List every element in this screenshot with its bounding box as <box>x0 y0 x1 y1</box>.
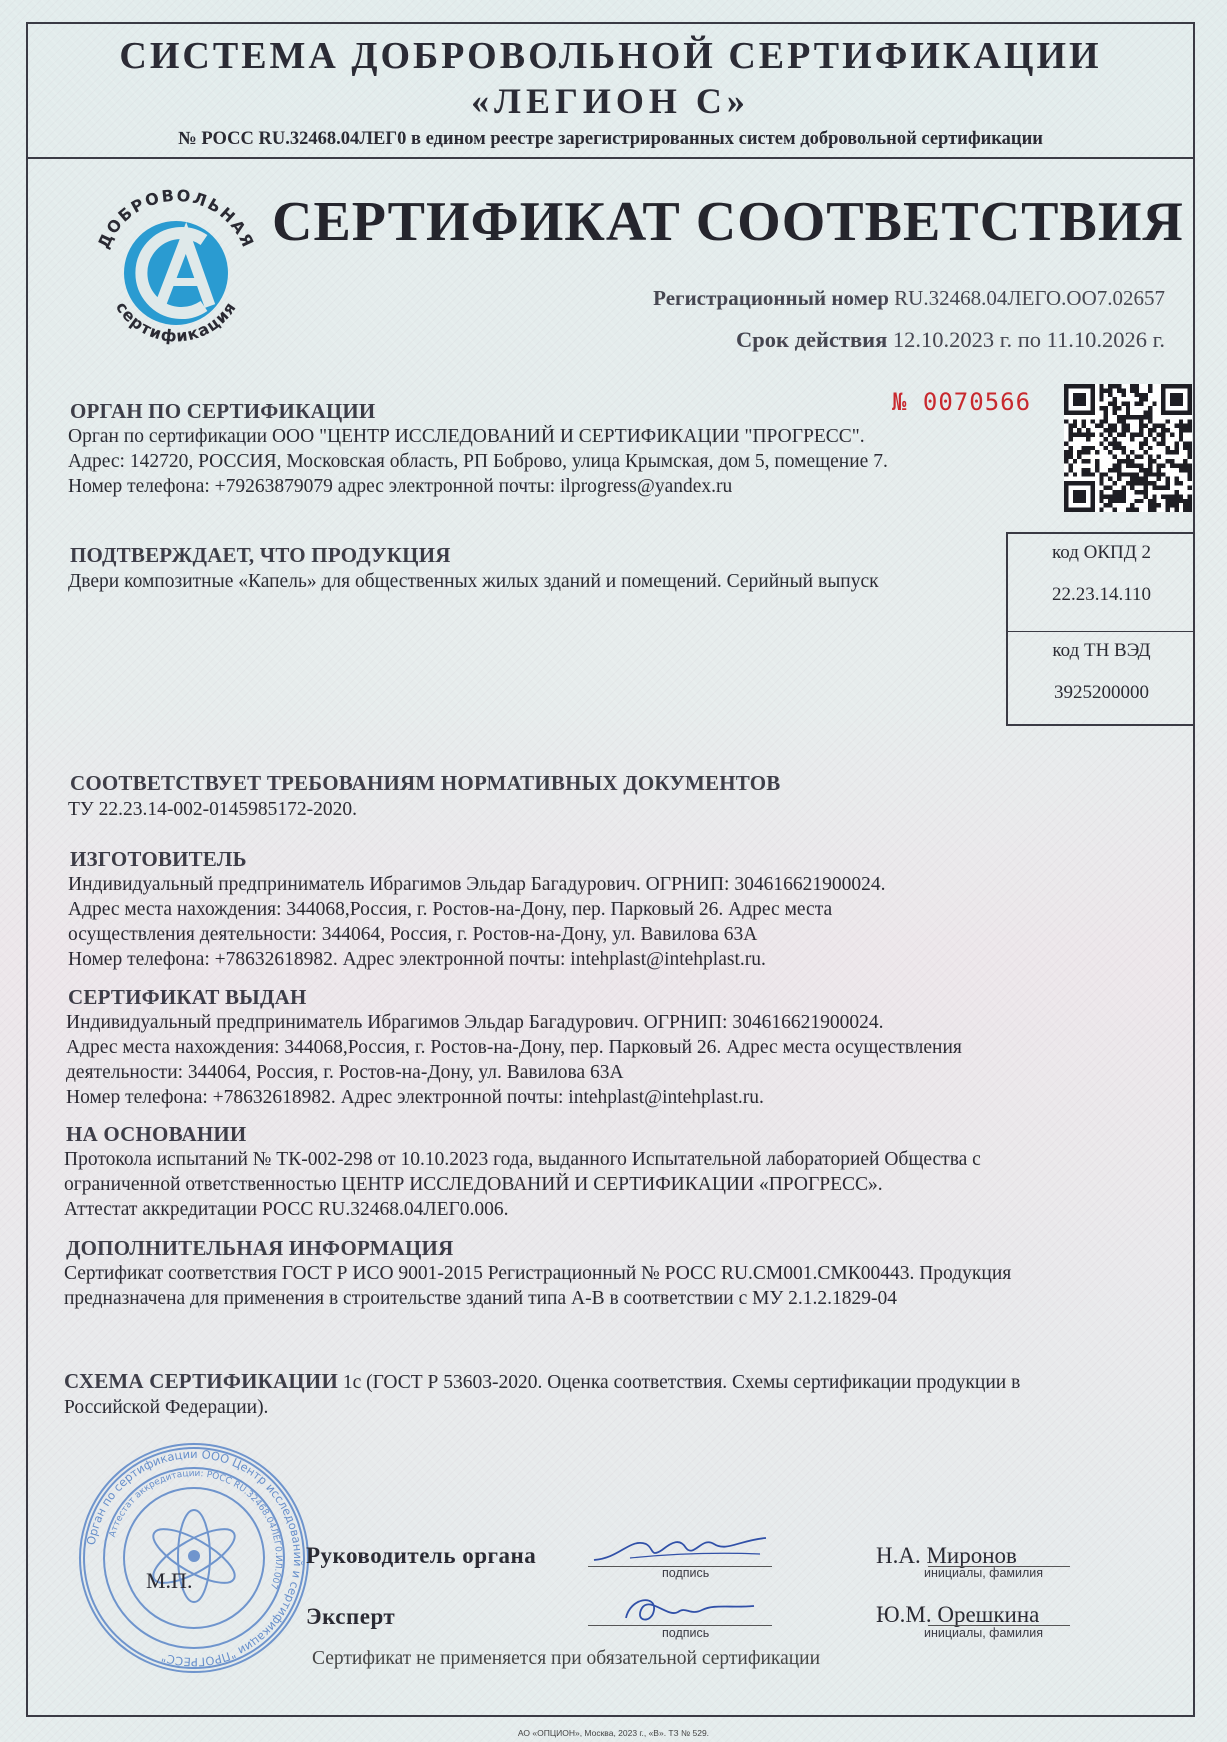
head-signature-icon <box>590 1528 770 1568</box>
validity-value: 12.10.2023 г. по 11.10.2026 г. <box>892 327 1165 352</box>
organ-seal-stamp-icon <box>74 1438 314 1678</box>
scheme-block <box>64 1369 1020 1420</box>
head-signature-label: Руководитель органа <box>306 1543 537 1568</box>
registration-label: Регистрационный номер <box>653 286 889 310</box>
header-divider <box>26 157 1195 159</box>
scheme-line1: 1с (ГОСТ Р 53603-2020. Оценка соответствия. Схемы сертификации продукции в <box>342 1372 1021 1393</box>
additional-line: предназначена для применения в строительстве зданий типа А-В в соответствии с МУ 2.1.2.1829-04 <box>64 1288 898 1309</box>
manufacturer-line: осуществления деятельности: 344064, Россия, г. Ростов-на-Дону, ул. Вавилова 63А <box>68 924 758 945</box>
validity-period <box>736 327 1165 353</box>
basis-line: Протокола испытаний № ТК-002-298 от 10.10.2023 года, выданного Испытательной лабораторией Общества с <box>64 1149 981 1170</box>
issued-to-line: деятельности: 344064, Россия, г. Ростов-на-Дону, ул. Вавилова 63А <box>66 1062 624 1083</box>
additional-line: Сертификат соответствия ГОСТ Р ИСО 9001-2015 Регистрационный № РОСС RU.СМ001.СМК00443. Продукция <box>64 1263 1012 1284</box>
voluntary-certification-logo-icon <box>86 178 266 348</box>
expert-name-caption: инициалы, фамилия <box>924 1626 1044 1640</box>
logo-ring-top: ДОБРОВОЛЬНАЯ <box>93 185 259 252</box>
expert-name: Ю.М. Орешкина <box>876 1602 1040 1627</box>
tnved-value: 3925200000 <box>1054 682 1149 703</box>
standards-heading: СООТВЕТСТВУЕТ ТРЕБОВАНИЯМ НОРМАТИВНЫХ ДОКУМЕНТОВ <box>70 771 781 795</box>
head-name-caption: инициалы, фамилия <box>924 1566 1044 1580</box>
serial-number: № 0070566 <box>892 388 1032 416</box>
manufacturer-line: Индивидуальный предприниматель Ибрагимов Эльдар Багадурович. ОГРНИП: 304616621900024. <box>68 874 886 895</box>
print-note: АО «ОПЦИОН», Москва, 2023 г., «В». ТЗ № 529. <box>517 1728 710 1738</box>
system-name-line2: «ЛЕГИОН С» <box>471 81 750 121</box>
scheme-heading: СХЕМА СЕРТИФИКАЦИИ <box>64 1369 338 1393</box>
issued-to-line: Индивидуальный предприниматель Ибрагимов Эльдар Багадурович. ОГРНИП: 304616621900024. <box>66 1012 884 1033</box>
head-signature-caption: подпись <box>662 1566 710 1580</box>
organ-line: Адрес: 142720, РОССИЯ, Московская область, РП Боброво, улица Крымская, дом 5, помещение 7. <box>68 451 888 472</box>
registration-value: RU.32468.04ЛЕГО.ОО7.02657 <box>894 286 1165 310</box>
tnved-label: код ТН ВЭД <box>1052 640 1151 661</box>
basis-line: Аттестат аккредитации РОСС RU.32468.04ЛЕГ0.006. <box>64 1199 509 1220</box>
organ-details <box>68 424 888 499</box>
footer-note: Сертификат не применяется при обязательной сертификации <box>312 1648 821 1669</box>
okpd-label: код ОКПД 2 <box>1052 542 1151 563</box>
qr-code-icon <box>1064 384 1192 512</box>
organ-line: Орган по сертификации ООО "ЦЕНТР ИССЛЕДОВАНИЙ И СЕРТИФИКАЦИИ "ПРОГРЕСС". <box>68 426 865 447</box>
organ-line: Номер телефона: +79263879079 адрес электронной почты: ilprogress@yandex.ru <box>68 476 733 497</box>
product-heading: ПОДТВЕРЖДАЕТ, ЧТО ПРОДУКЦИЯ <box>70 543 451 567</box>
stamp-outer-text: Орган по сертификации ООО Центр исследований и сертификации "ПРОГРЕСС" <box>83 1446 306 1670</box>
certificate-title: СЕРТИФИКАТ СООТВЕТСТВИЯ <box>272 191 1184 253</box>
issued-to-details <box>66 1010 962 1110</box>
basis-line: ограниченной ответственностью ЦЕНТР ИССЛЕДОВАНИЙ И СЕРТИФИКАЦИИ «ПРОГРЕСС». <box>64 1174 883 1195</box>
expert-signature-caption: подпись <box>662 1626 710 1640</box>
expert-signature-icon <box>620 1588 760 1628</box>
standards-text: ТУ 22.23.14-002-0145985172-2020. <box>68 799 357 820</box>
stamp-inner-text: Аттестат аккредитации: РОСС RU.32468.04ЛЕГ0.ИЛ.007 <box>107 1468 284 1591</box>
issued-to-line: Номер телефона: +78632618982. Адрес электронной почты: intehplast@intehplast.ru. <box>66 1087 764 1108</box>
issued-to-heading: СЕРТИФИКАТ ВЫДАН <box>68 985 307 1009</box>
basis-details <box>64 1147 981 1222</box>
basis-heading: НА ОСНОВАНИИ <box>66 1122 247 1146</box>
stamp-mp-label: М.П. <box>146 1568 193 1593</box>
additional-heading: ДОПОЛНИТЕЛЬНАЯ ИНФОРМАЦИЯ <box>66 1236 454 1260</box>
organ-heading: ОРГАН ПО СЕРТИФИКАЦИИ <box>70 399 376 423</box>
registration-number <box>653 286 1165 311</box>
scheme-line2: Российской Федерации). <box>64 1397 269 1418</box>
manufacturer-details <box>68 872 885 972</box>
validity-label: Срок действия <box>736 327 888 352</box>
issued-to-line: Адрес места нахождения: 344068,Россия, г. Ростов-на-Дону, пер. Парковый 26. Адрес места осуществления <box>66 1037 962 1058</box>
manufacturer-line: Номер телефона: +78632618982. Адрес электронной почты: intehplast@intehplast.ru. <box>68 949 766 970</box>
additional-details <box>64 1261 1011 1311</box>
okpd-value: 22.23.14.110 <box>1051 584 1152 605</box>
product-description: Двери композитные «Капель» для общественных жилых зданий и помещений. Серийный выпуск <box>68 571 879 592</box>
product-codes-box <box>1006 532 1195 726</box>
head-name: Н.А. Миронов <box>876 1543 1017 1568</box>
expert-signature-label: Эксперт <box>306 1604 396 1629</box>
registry-note: № РОСС RU.32468.04ЛЕГ0 в едином реестре зарегистрированных систем добровольной сертификации <box>178 129 1043 149</box>
manufacturer-line: Адрес места нахождения: 344068,Россия, г. Ростов-на-Дону, пер. Парковый 26. Адрес места <box>68 899 833 920</box>
system-name-line1: СИСТЕМА ДОБРОВОЛЬНОЙ СЕРТИФИКАЦИИ <box>119 35 1102 77</box>
manufacturer-heading: ИЗГОТОВИТЕЛЬ <box>70 847 247 871</box>
logo-ring-bottom: сертификация <box>111 297 241 346</box>
